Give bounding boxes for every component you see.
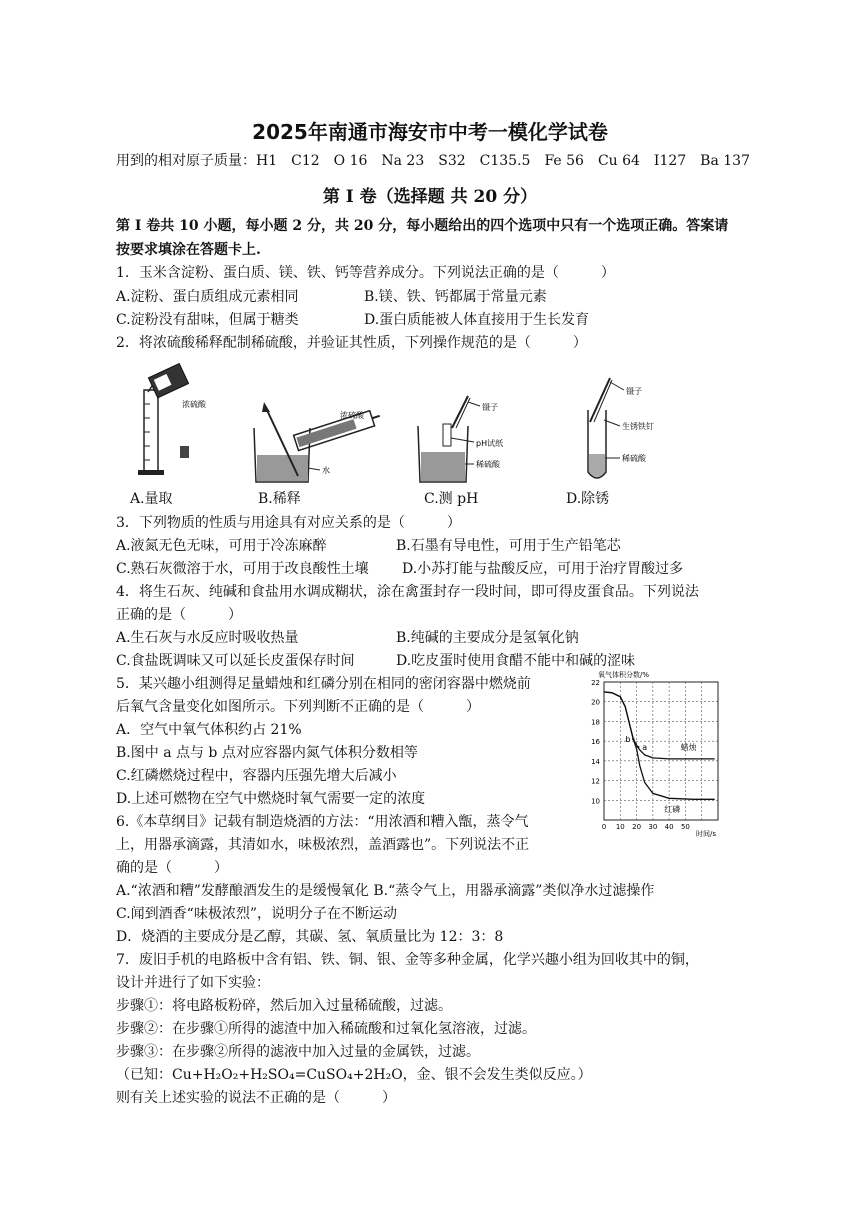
- fig-c-ph-paper-label: pH试纸: [476, 439, 504, 448]
- q2-caption-b: B.稀释: [258, 491, 301, 507]
- chart-legend-candle: 蜡烛: [680, 743, 697, 753]
- chart-annotation-a: a: [642, 743, 648, 753]
- section-heading: 第 I 卷（选择题 共 20 分）: [322, 187, 538, 207]
- chart-xtick-label: 20: [632, 823, 642, 831]
- chart-ylabel: 氧气体积分数/%: [598, 671, 650, 679]
- chart-xtick-label: 50: [680, 823, 690, 831]
- q5-option-a: A．空气中氧气体积约占 21%: [116, 722, 302, 738]
- chart-point-b: [632, 738, 634, 740]
- q4-stem-2: 正确的是（ ）: [116, 607, 242, 623]
- q1-stem: 1．玉米含淀粉、蛋白质、镁、铁、钙等营养成分。下列说法正确的是（ ）: [116, 265, 615, 281]
- figure-d-rust: [578, 370, 688, 488]
- fig-b-acid-label: 浓硫酸: [340, 411, 364, 420]
- section-instruction-1: 第 I 卷共 10 小题，每小题 2 分，共 20 分，每小题给出的四个选项中只有一个选项正确。答案请: [116, 218, 729, 234]
- fig-d-dilute-label: 稀硫酸: [622, 454, 646, 463]
- chart-xlabel: 时间/s: [696, 830, 717, 838]
- q2-caption-c: C.测 pH: [424, 491, 479, 507]
- q5-option-d: D.上述可燃物在空气中燃烧时氧气需要一定的浓度: [116, 791, 426, 807]
- atomic-masses: 用到的相对原子质量：H1 C12 O 16 Na 23 S32 C135.5 Fe 56 Cu 64 I127 Ba 137: [116, 153, 750, 169]
- q6-option-ab: A.“浓酒和糟”发酵酿酒发生的是缓慢氧化 B.“蒸令气上，用器承滴露”类似净水过滤操作: [116, 883, 655, 899]
- q6-stem-1: 6.《本草纲目》记载有制造烧酒的方法：“用浓酒和糟入甑，蒸令气: [116, 814, 529, 830]
- chart-annotation-b: b: [625, 735, 631, 745]
- q7-stem-2: 设计并进行了如下实验：: [116, 975, 270, 991]
- q3-option-a: A.液氮无色无味，可用于冷冻麻醉: [116, 538, 327, 554]
- chart-ytick-label: 16: [591, 738, 600, 747]
- oxygen-chart: [578, 668, 726, 838]
- q7-question: 则有关上述实验的说法不正确的是（ ）: [116, 1090, 396, 1106]
- q3-stem: 3．下列物质的性质与用途具有对应关系的是（ ）: [116, 515, 461, 531]
- q1-option-b: B.镁、铁、钙都属于常量元素: [364, 289, 547, 305]
- figure-c-ph: [410, 392, 530, 490]
- figure-a-measuring: [128, 362, 228, 487]
- fig-d-nail-label: 生锈铁钉: [622, 422, 654, 431]
- q6-option-d: D．烧酒的主要成分是乙醇，其碳、氢、氧质量比为 12：3：8: [116, 929, 504, 945]
- q7-stem-1: 7．废旧手机的电路板中含有铝、铁、铜、银、金等多种金属，化学兴趣小组为回收其中的铜，: [116, 952, 699, 968]
- chart-xtick-label: 40: [664, 823, 674, 831]
- q6-option-c: C.闻到酒香“味极浓烈”，说明分子在不断运动: [116, 906, 397, 922]
- q4-option-b: B.纯碱的主要成分是氢氧化钠: [396, 630, 579, 646]
- q3-option-c: C.熟石灰微溶于水，可用于改良酸性土壤: [116, 561, 369, 577]
- chart-ytick-label: 10: [591, 797, 600, 806]
- q5-stem-1: 5．某兴趣小组测得足量蜡烛和红磷分别在相同的密闭容器中燃烧前: [116, 676, 531, 692]
- fig-b-water-label: 水: [322, 466, 330, 475]
- fig-a-acid-label: 浓硫酸: [182, 400, 206, 409]
- q5-option-c: C.红磷燃烧过程中，容器内压强先增大后减小: [116, 768, 397, 784]
- fig-d-tweezers-label: 镊子: [626, 387, 642, 396]
- chart-ytick-label: 22: [591, 679, 600, 687]
- q5-option-b: B.图中 a 点与 b 点对应容器内氮气体积分数相等: [116, 745, 418, 761]
- q3-option-b: B.石墨有导电性，可用于生产铅笔芯: [396, 538, 621, 554]
- q6-stem-2: 上，用器承滴露，其清如水，味极浓烈，盖酒露也”。下列说法不正: [116, 837, 530, 853]
- q7-known: （已知：Cu+H₂O₂+H₂SO₄=CuSO₄+2H₂O，金、银不会发生类似反应。）: [116, 1067, 592, 1083]
- q5-stem-2: 后氧气含量变化如图所示。下列判断不正确的是（ ）: [116, 699, 480, 715]
- q2-stem: 2．将浓硫酸稀释配制稀硫酸，并验证其性质，下列操作规范的是（ ）: [116, 335, 587, 351]
- chart-legend-phosphorus: 红磷: [664, 805, 681, 815]
- chart-xtick-label: 10: [615, 823, 625, 831]
- chart-ytick-label: 14: [591, 757, 600, 766]
- q7-step-3: 步骤③：在步骤②所得的滤液中加入过量的金属铁，过滤。: [116, 1044, 480, 1060]
- chart-point-a: [637, 746, 639, 748]
- q4-option-c: C.食盐既调味又可以延长皮蛋保存时间: [116, 653, 355, 669]
- chart-ytick-label: 18: [591, 718, 600, 727]
- q1-option-c: C.淀粉没有甜味，但属于糖类: [116, 312, 299, 328]
- figure-b-diluting: [236, 400, 386, 490]
- q2-caption-a: A.量取: [130, 491, 173, 507]
- q7-step-1: 步骤①：将电路板粉碎，然后加入过量稀硫酸，过滤。: [116, 998, 452, 1014]
- fig-c-dilute-label: 稀硫酸: [476, 460, 500, 469]
- q4-option-a: A.生石灰与水反应时吸收热量: [116, 630, 299, 646]
- q1-option-d: D.蛋白质能被人体直接用于生长发育: [364, 312, 590, 328]
- page-title: 2025年南通市海安市中考一模化学试卷: [252, 120, 608, 144]
- chart-ytick-label: 20: [591, 698, 600, 707]
- q2-caption-d: D.除锈: [566, 491, 610, 507]
- fig-c-tweezers-label: 镊子: [482, 403, 498, 412]
- q6-stem-3: 确的是（ ）: [116, 860, 228, 876]
- section-instruction-2: 按要求填涂在答题卡上.: [116, 242, 261, 258]
- chart-xtick-label: 30: [648, 823, 658, 831]
- chart-ytick-label: 12: [591, 777, 600, 786]
- chart-xtick-label: 0: [601, 823, 607, 831]
- q1-option-a: A.淀粉、蛋白质组成元素相同: [116, 289, 299, 305]
- q4-stem-1: 4．将生石灰、纯碱和食盐用水调成糊状，涂在禽蛋封存一段时间，即可得皮蛋食品。下列说法: [116, 584, 699, 600]
- q4-option-d: D.吃皮蛋时使用食醋不能中和碱的涩味: [396, 653, 636, 669]
- q3-option-d: D.小苏打能与盐酸反应，可用于治疗胃酸过多: [402, 561, 684, 577]
- q7-step-2: 步骤②：在步骤①所得的滤渣中加入稀硫酸和过氧化氢溶液，过滤。: [116, 1021, 536, 1037]
- chart-series-phosphorus: [604, 692, 715, 799]
